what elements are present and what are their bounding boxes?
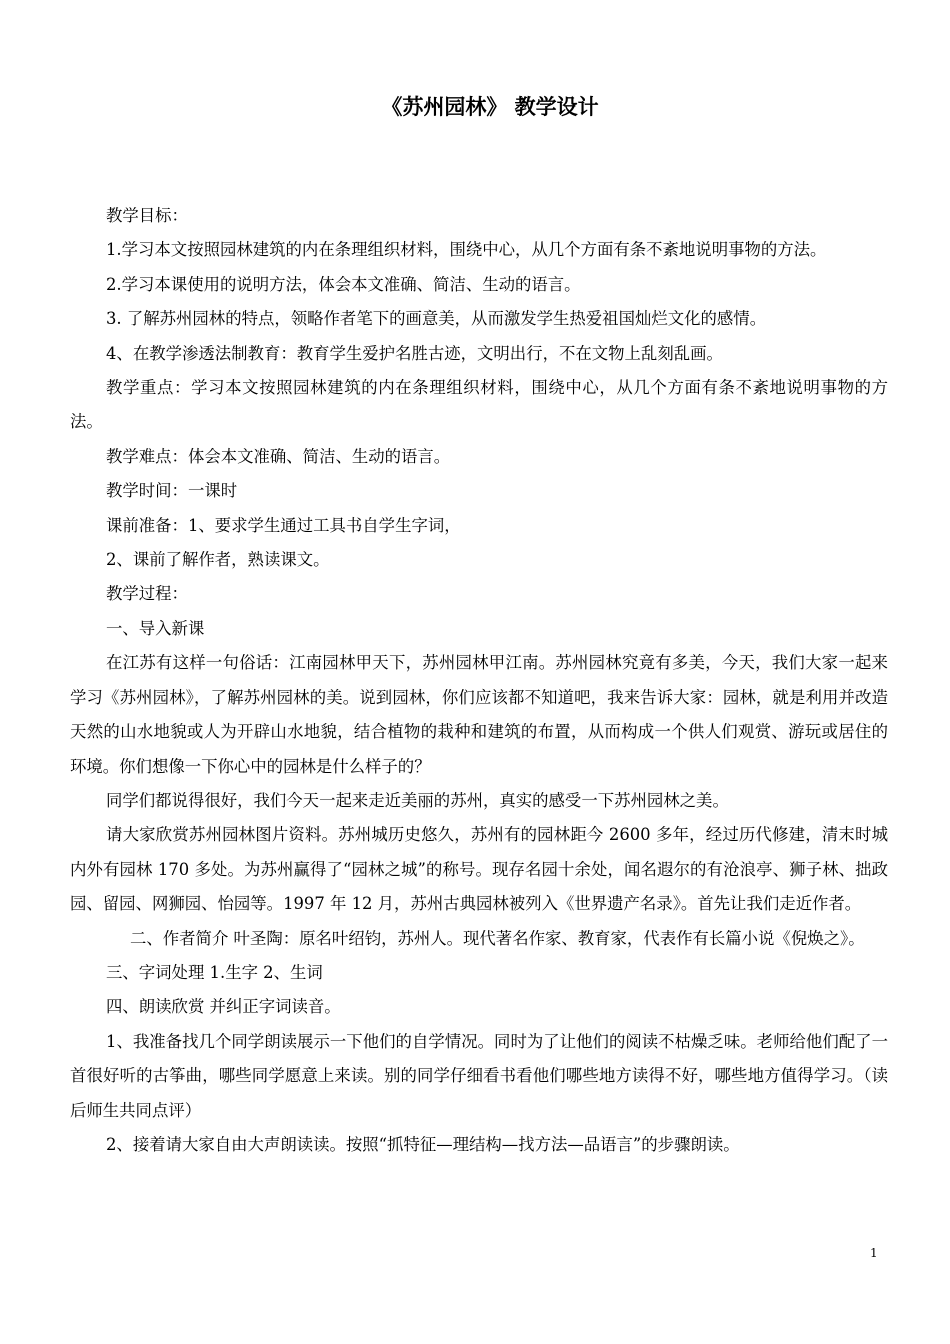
paragraph-goal-1: 1.学习本文按照园林建筑的内在条理组织材料，围绕中心，从几个方面有条不紊地说明事物的方法。 xyxy=(106,240,827,260)
paragraph-goal-3: 3. 了解苏州园林的特点，领略作者笔下的画意美，从而激发学生热爱祖国灿烂文化的感情。 xyxy=(106,309,767,329)
paragraph-goal-4: 4、在教学渗透法制教育：教育学生爱护名胜古迹，文明出行，不在文物上乱刻乱画。 xyxy=(106,343,723,363)
document-title: 《苏州园林》 教学设计 xyxy=(381,95,599,119)
paragraph-garden-history: 请大家欣赏苏州园林图片资料。苏州城历史悠久，苏州有的园林距今 2600 多年，经过历代修建，清末时城内外有园林 170 多处。为苏州赢得了“园林之城”的称号。现存名园十余处，闻名遐尔的有沧浪亭、狮子林、拙政园、留园、网狮园、怡园等。1997 年 12 月，苏州古典园林被列入《世界遗产名录》。首先让我们走近作者。 xyxy=(70,825,888,914)
paragraph-teaching-time: 教学时间：一课时 xyxy=(106,481,238,501)
paragraph-teaching-goals-heading: 教学目标： xyxy=(106,206,188,225)
document-body xyxy=(70,199,888,1162)
paragraph-key-points: 教学重点：学习本文按照园林建筑的内在条理组织材料，围绕中心，从几个方面有条不紊地说明事物的方法。 xyxy=(70,378,888,432)
paragraph-reading: 四、朗读欣赏 并纠正字词读音。 xyxy=(106,997,341,1017)
paragraph-intro-text: 在江苏有这样一句俗话：江南园林甲天下，苏州园林甲江南。苏州园林究竟有多美，今天，我们大家一起来学习《苏州园林》，了解苏州园林的美。说到园林，你们应该都不知道吧，我来告诉大家：园林，就是利用并改造天然的山水地貌或人为开辟山水地貌，结合植物的栽种和建筑的布置，从而构成一个供人们观赏、游玩或居住的环境。你们想像一下你心中的园林是什么样子的？ xyxy=(70,653,888,776)
paragraph-author-intro: 二、作者简介 叶圣陶：原名叶绍钧，苏州人。现代著名作家、教育家，代表作有长篇小说《倪焕之》。 xyxy=(130,928,865,948)
paragraph-reading-step-2: 2、接着请大家自由大声朗读读。按照“抓特征—理结构—找方法—品语言”的步骤朗读。 xyxy=(106,1134,740,1154)
paragraph-reading-step-1: 1、我准备找几个同学朗读展示一下他们的自学情况。同时为了让他们的阅读不枯燥乏味。老师给他们配了一首很好听的古筝曲，哪些同学愿意上来读。别的同学仔细看书看他们哪些地方读得不好，哪些地方值得学习。（读后师生共同点评） xyxy=(70,1031,888,1120)
paragraph-difficulties: 教学难点：体会本文准确、简洁、生动的语言。 xyxy=(106,446,451,466)
paragraph-vocabulary: 三、字词处理 1.生字 2、生词 xyxy=(106,962,323,982)
paragraph-intro-followup: 同学们都说得很好，我们今天一起来走近美丽的苏州，真实的感受一下苏州园林之美。 xyxy=(106,790,729,810)
paragraph-preparation: 课前准备：1、要求学生通过工具书自学生字词， xyxy=(106,515,461,535)
paragraph-process-heading: 教学过程： xyxy=(106,584,188,604)
paragraph-goal-2: 2.学习本课使用的说明方法，体会本文准确、简洁、生动的语言。 xyxy=(106,274,581,294)
page-number: 1 xyxy=(870,1246,878,1260)
paragraph-preparation-2: 2、课前了解作者，熟读课文。 xyxy=(106,550,330,570)
paragraph-section-intro: 一、导入新课 xyxy=(106,618,205,638)
